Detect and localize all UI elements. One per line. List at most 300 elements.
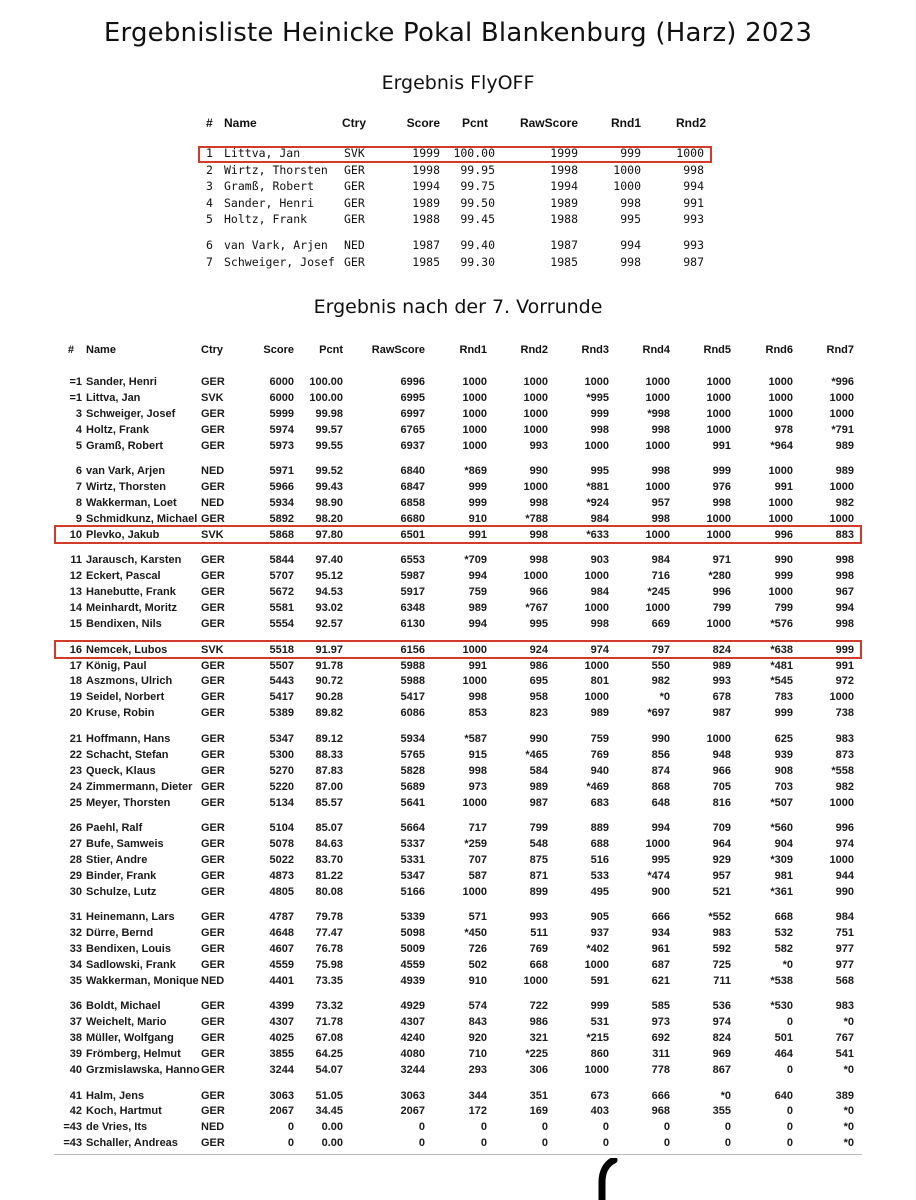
- table-cell: 824: [712, 1032, 731, 1045]
- table-cell: 999: [590, 1000, 609, 1013]
- table-cell: 920: [468, 1032, 487, 1045]
- table-row: [54, 927, 862, 943]
- table-cell: 944: [835, 869, 854, 882]
- table-cell: 0.00: [321, 1121, 343, 1134]
- table-cell: 30: [69, 885, 82, 898]
- table-cell: 722: [529, 1000, 548, 1013]
- table-cell: 1000: [462, 885, 487, 898]
- table-cell: *638: [770, 643, 793, 656]
- table-cell: Hoffmann, Hans: [86, 732, 171, 745]
- table-cell: GER: [201, 853, 225, 866]
- table-cell: 871: [529, 869, 548, 882]
- table-cell: 6130: [400, 618, 425, 631]
- table-cell: 1994: [550, 179, 578, 194]
- table-cell: 940: [590, 764, 609, 777]
- table-cell: 81.22: [315, 869, 343, 882]
- table-cell: 1000: [584, 659, 609, 672]
- table-cell: 169: [529, 1105, 548, 1118]
- table-cell: 1000: [584, 602, 609, 615]
- table-cell: 910: [468, 513, 487, 525]
- table-row: [54, 660, 862, 676]
- table-cell: GER: [201, 707, 225, 720]
- table-cell: 991: [468, 528, 487, 541]
- table-cell: 90.28: [315, 691, 343, 704]
- table-cell: Koch, Hartmut: [86, 1105, 162, 1118]
- table-cell: 1000: [613, 179, 641, 194]
- table-row: [54, 765, 862, 781]
- table-cell: 5339: [400, 911, 425, 924]
- table-cell: 987: [683, 254, 704, 269]
- table-cell: 1000: [829, 513, 854, 525]
- table-cell: *245: [647, 586, 670, 599]
- table-cell: König, Paul: [86, 659, 147, 672]
- table-cell: 726: [468, 943, 487, 955]
- table-cell: 99.75: [460, 179, 495, 194]
- table-cell: Schaller, Andreas: [86, 1137, 178, 1150]
- table-cell: 994: [468, 618, 487, 631]
- table-cell: 4: [206, 195, 213, 210]
- table-cell: 5300: [269, 748, 294, 761]
- table-cell: 1000: [829, 481, 854, 494]
- bottom-rule: [54, 1154, 862, 1155]
- table-cell: 0: [724, 1121, 731, 1134]
- table-cell: 4939: [400, 974, 425, 987]
- table-cell: 998: [651, 465, 670, 478]
- table-cell: 99.30: [460, 254, 495, 269]
- table-cell: 5098: [400, 927, 425, 940]
- table-cell: 351: [529, 1089, 548, 1102]
- table-cell: 0: [418, 1137, 425, 1150]
- table-cell: 666: [651, 911, 670, 924]
- table-cell: 1989: [550, 195, 578, 210]
- table-row: [54, 707, 862, 723]
- table-cell: 84.63: [315, 837, 343, 850]
- table-cell: 971: [712, 554, 731, 567]
- table-cell: *0: [659, 691, 670, 704]
- table-cell: GER: [201, 1064, 225, 1077]
- table-cell: Meyer, Thorsten: [86, 796, 171, 809]
- table-cell: 89.82: [315, 707, 343, 720]
- table-cell: Holtz, Frank: [224, 212, 308, 227]
- table-cell: 1000: [523, 481, 548, 494]
- table-cell: Kruse, Robin: [86, 707, 155, 720]
- table-cell: 6156: [400, 643, 425, 656]
- table-cell: 92.57: [315, 618, 343, 631]
- column-header: Rnd3: [581, 344, 609, 356]
- table-cell: 71.78: [315, 1016, 343, 1029]
- column-header: #: [206, 116, 213, 130]
- table-cell: 999: [468, 481, 487, 494]
- table-cell: *361: [770, 885, 793, 898]
- table-cell: 73.32: [315, 1000, 343, 1013]
- table-cell: NED: [201, 1121, 225, 1134]
- table-cell: *998: [647, 407, 670, 420]
- table-cell: SVK: [201, 391, 224, 404]
- table-cell: 905: [590, 911, 609, 924]
- table-cell: 5518: [269, 643, 294, 656]
- table-cell: 5999: [269, 407, 294, 420]
- table-cell: GER: [201, 732, 225, 745]
- table-cell: 995: [651, 853, 670, 866]
- table-cell: 1000: [645, 481, 670, 494]
- table-cell: GER: [201, 675, 225, 688]
- table-cell: 6995: [400, 391, 425, 404]
- table-cell: 1000: [676, 146, 704, 160]
- table-cell: GER: [201, 1137, 225, 1150]
- table-cell: 1000: [462, 423, 487, 436]
- table-cell: GER: [201, 748, 225, 761]
- table-cell: *530: [770, 1000, 793, 1013]
- table-cell: 21: [69, 732, 82, 745]
- table-cell: *259: [464, 837, 487, 850]
- table-cell: 587: [468, 869, 487, 882]
- table-cell: *0: [843, 1064, 854, 1077]
- table-cell: 5389: [269, 707, 294, 720]
- table-cell: 3: [75, 407, 82, 420]
- table-cell: Gramß, Robert: [224, 179, 315, 194]
- table-cell: 4648: [269, 927, 294, 940]
- table-row: [54, 554, 862, 570]
- table-cell: GER: [201, 1089, 225, 1102]
- table-cell: NED: [201, 465, 225, 478]
- table-cell: GER: [201, 869, 225, 882]
- table-cell: 993: [529, 911, 548, 924]
- table-cell: GER: [201, 911, 225, 924]
- table-cell: 998: [529, 554, 548, 567]
- table-cell: 678: [712, 691, 731, 704]
- highlight-box-flyoff-row-1: [198, 146, 712, 163]
- table-cell: Meinhardt, Moritz: [86, 602, 178, 615]
- table-cell: 0: [663, 1137, 670, 1150]
- column-header: Rnd1: [459, 344, 487, 356]
- table-cell: 100.00: [453, 146, 495, 160]
- table-cell: 321: [529, 1032, 548, 1045]
- table-cell: *0: [843, 1121, 854, 1134]
- table-cell: 64.25: [315, 1048, 343, 1061]
- table-cell: 5104: [269, 821, 294, 834]
- table-cell: 5765: [400, 748, 425, 761]
- table-cell: 40: [69, 1064, 82, 1077]
- table-cell: 5987: [400, 570, 425, 583]
- table-cell: 924: [529, 643, 548, 656]
- table-cell: Bendixen, Louis: [86, 943, 171, 955]
- table-cell: 355: [712, 1105, 731, 1118]
- table-cell: 0: [602, 1121, 609, 1134]
- table-cell: 874: [651, 764, 670, 777]
- table-cell: 521: [712, 885, 731, 898]
- table-cell: 0: [480, 1137, 487, 1150]
- table-cell: 100.00: [309, 391, 343, 404]
- table-cell: 1994: [412, 179, 440, 194]
- table-cell: 668: [529, 958, 548, 971]
- table-cell: 592: [712, 943, 731, 955]
- table-cell: *280: [708, 570, 731, 583]
- table-cell: van Vark, Arjen: [224, 237, 328, 252]
- table-cell: 76.78: [315, 943, 343, 955]
- table-cell: *924: [586, 497, 609, 510]
- table-cell: 1999: [412, 146, 440, 160]
- table-cell: 4080: [400, 1048, 425, 1061]
- table-cell: 995: [590, 465, 609, 478]
- table-cell: *0: [782, 958, 793, 971]
- table-cell: 98.20: [315, 513, 343, 525]
- table-cell: 1000: [584, 376, 609, 388]
- table-cell: *538: [770, 974, 793, 987]
- table-cell: 5134: [269, 796, 294, 809]
- table-cell: 904: [774, 837, 793, 850]
- table-cell: 1000: [768, 465, 793, 478]
- table-cell: *469: [586, 780, 609, 793]
- table-cell: *560: [770, 821, 793, 834]
- table-cell: Holtz, Frank: [86, 423, 149, 436]
- table-cell: 1998: [550, 162, 578, 177]
- table-cell: 97.40: [315, 554, 343, 567]
- table-cell: 996: [712, 586, 731, 599]
- table-cell: 3063: [400, 1089, 425, 1102]
- table-cell: 989: [835, 439, 854, 452]
- table-cell: 5988: [400, 659, 425, 672]
- table-cell: *697: [647, 707, 670, 720]
- table-cell: 5934: [269, 497, 294, 510]
- table-cell: 860: [590, 1048, 609, 1061]
- table-row: [200, 255, 720, 272]
- table-cell: *709: [464, 554, 487, 567]
- table-cell: 2067: [400, 1105, 425, 1118]
- table-cell: GER: [344, 195, 365, 210]
- table-cell: 5554: [269, 618, 294, 631]
- table-cell: 1000: [584, 439, 609, 452]
- pen-mark-icon: [596, 1158, 622, 1200]
- table-cell: 83.70: [315, 853, 343, 866]
- table-row: [54, 392, 862, 408]
- table-cell: 5868: [269, 528, 294, 541]
- table-cell: 1987: [550, 237, 578, 252]
- table-row: [54, 1121, 862, 1137]
- table-cell: 35: [69, 974, 82, 987]
- column-header: Ctry: [201, 344, 224, 356]
- table-cell: GER: [201, 943, 225, 955]
- table-cell: 6937: [400, 439, 425, 452]
- table-cell: 532: [774, 927, 793, 940]
- table-cell: 6: [206, 237, 213, 252]
- table-cell: 991: [835, 659, 854, 672]
- table-cell: GER: [201, 1000, 225, 1013]
- table-cell: Schmidkunz, Michael: [86, 513, 198, 525]
- table-cell: 710: [468, 1048, 487, 1061]
- table-cell: GER: [201, 481, 225, 494]
- table-cell: 899: [529, 885, 548, 898]
- table-cell: 1000: [613, 162, 641, 177]
- table-cell: 6000: [269, 391, 294, 404]
- table-cell: 4025: [269, 1032, 294, 1045]
- table-cell: 1989: [412, 195, 440, 210]
- column-header: Rnd4: [642, 344, 670, 356]
- table-cell: 1000: [706, 528, 731, 541]
- table-cell: 4559: [400, 958, 425, 971]
- table-cell: 95.12: [315, 570, 343, 583]
- table-cell: 550: [651, 659, 670, 672]
- table-cell: 0: [287, 1137, 294, 1150]
- table-cell: 533: [590, 869, 609, 882]
- table-cell: 1000: [645, 528, 670, 541]
- table-cell: Wakkerman, Loet: [86, 497, 177, 510]
- table-cell: GER: [344, 179, 365, 194]
- table-cell: Binder, Frank: [86, 869, 157, 882]
- table-cell: 900: [651, 885, 670, 898]
- table-cell: 14: [69, 602, 82, 615]
- table-cell: 15: [69, 618, 82, 631]
- table-cell: GER: [201, 691, 225, 704]
- table-cell: 94.53: [315, 586, 343, 599]
- table-cell: 990: [774, 554, 793, 567]
- table-cell: 1000: [584, 958, 609, 971]
- table-cell: *552: [708, 911, 731, 924]
- table-cell: 0.00: [321, 1137, 343, 1150]
- table-cell: 994: [835, 602, 854, 615]
- table-cell: 4805: [269, 885, 294, 898]
- table-cell: 41: [69, 1089, 82, 1102]
- table-cell: 8: [75, 497, 82, 510]
- table-cell: 89.12: [315, 732, 343, 745]
- table-cell: Schweiger, Josef: [86, 407, 176, 420]
- table-cell: 99.40: [460, 237, 495, 252]
- table-cell: 403: [590, 1105, 609, 1118]
- table-cell: 915: [468, 748, 487, 761]
- table-cell: 0: [786, 1105, 793, 1118]
- table-cell: 738: [835, 707, 854, 720]
- table-cell: 4307: [400, 1016, 425, 1029]
- table-cell: 0: [786, 1016, 793, 1029]
- table-cell: Plevko, Jakub: [86, 528, 160, 541]
- table-cell: Wirtz, Thorsten: [224, 162, 328, 177]
- table-cell: 6847: [400, 481, 425, 494]
- table-cell: 1000: [462, 796, 487, 809]
- table-cell: 987: [529, 796, 548, 809]
- table-cell: 5844: [269, 554, 294, 567]
- table-cell: 759: [590, 732, 609, 745]
- table-cell: 973: [468, 780, 487, 793]
- table-cell: 591: [590, 974, 609, 987]
- table-cell: 4607: [269, 943, 294, 955]
- table-cell: 1000: [768, 391, 793, 404]
- table-cell: 38: [69, 1032, 82, 1045]
- table-cell: 994: [620, 237, 641, 252]
- table-cell: 5707: [269, 570, 294, 583]
- table-cell: 966: [529, 586, 548, 599]
- column-header: Name: [86, 344, 116, 356]
- table-row: [54, 586, 862, 602]
- table-cell: 28: [69, 853, 82, 866]
- table-cell: 4873: [269, 869, 294, 882]
- table-cell: 853: [468, 707, 487, 720]
- table-cell: 1000: [462, 675, 487, 688]
- table-cell: 767: [835, 1032, 854, 1045]
- table-cell: 18: [69, 675, 82, 688]
- table-cell: 991: [774, 481, 793, 494]
- table-cell: 99.55: [315, 439, 343, 452]
- column-header: Rnd2: [676, 116, 706, 130]
- table-cell: Littva, Jan: [86, 391, 141, 404]
- table-cell: 995: [529, 618, 548, 631]
- table-cell: SVK: [201, 643, 224, 656]
- table-cell: 5: [75, 439, 82, 452]
- table-cell: 10: [69, 528, 82, 541]
- table-cell: 1000: [645, 376, 670, 388]
- table-cell: 999: [590, 407, 609, 420]
- table-cell: 4307: [269, 1016, 294, 1029]
- table-cell: 87.00: [315, 780, 343, 793]
- table-cell: Schweiger, Josef: [224, 254, 335, 269]
- table-cell: 0: [786, 1121, 793, 1134]
- table-cell: 709: [712, 821, 731, 834]
- table-cell: 989: [468, 602, 487, 615]
- table-cell: 582: [774, 943, 793, 955]
- table-cell: 6765: [400, 423, 425, 436]
- table-cell: 5443: [269, 675, 294, 688]
- table-cell: 1000: [768, 376, 793, 388]
- table-cell: 961: [651, 943, 670, 955]
- table-cell: *996: [831, 376, 854, 388]
- table-cell: *0: [720, 1089, 731, 1102]
- table-cell: 1000: [768, 497, 793, 510]
- table-cell: 999: [774, 707, 793, 720]
- table-cell: 5270: [269, 764, 294, 777]
- table-cell: NED: [201, 974, 225, 987]
- table-cell: Wakkerman, Monique: [86, 974, 199, 987]
- table-cell: 1000: [645, 837, 670, 850]
- table-cell: 1988: [412, 212, 440, 227]
- table-cell: 20: [69, 707, 82, 720]
- table-cell: GER: [201, 780, 225, 793]
- table-cell: 996: [835, 821, 854, 834]
- table-cell: 999: [835, 643, 854, 656]
- column-header: Rnd6: [765, 344, 793, 356]
- table-cell: 22: [69, 748, 82, 761]
- table-cell: 11: [70, 554, 82, 567]
- table-cell: 998: [835, 554, 854, 567]
- table-cell: *788: [525, 513, 548, 525]
- table-cell: 989: [529, 780, 548, 793]
- table-cell: 759: [468, 586, 487, 599]
- table-row: [54, 408, 862, 424]
- table-cell: 0: [786, 1064, 793, 1077]
- table-cell: 4559: [269, 958, 294, 971]
- table-cell: 536: [712, 1000, 731, 1013]
- table-cell: 703: [774, 780, 793, 793]
- table-cell: 1000: [462, 407, 487, 420]
- table-cell: Queck, Klaus: [86, 764, 156, 777]
- table-cell: 707: [468, 853, 487, 866]
- table-cell: 1000: [645, 391, 670, 404]
- table-cell: 993: [529, 439, 548, 452]
- table-row: [54, 465, 862, 481]
- table-cell: 99.95: [460, 162, 495, 177]
- table-cell: 974: [590, 643, 609, 656]
- table-cell: GER: [201, 796, 225, 809]
- table-cell: 1987: [412, 237, 440, 252]
- table-cell: 982: [651, 675, 670, 688]
- table-cell: Bendixen, Nils: [86, 618, 162, 631]
- table-row: [54, 822, 862, 838]
- table-cell: 6: [75, 465, 82, 478]
- table-cell: 673: [590, 1089, 609, 1102]
- table-row: [54, 854, 862, 870]
- table-cell: 989: [835, 465, 854, 478]
- table-cell: 0: [724, 1137, 731, 1150]
- table-cell: *474: [647, 869, 670, 882]
- table-cell: GER: [201, 1048, 225, 1061]
- table-cell: 999: [468, 497, 487, 510]
